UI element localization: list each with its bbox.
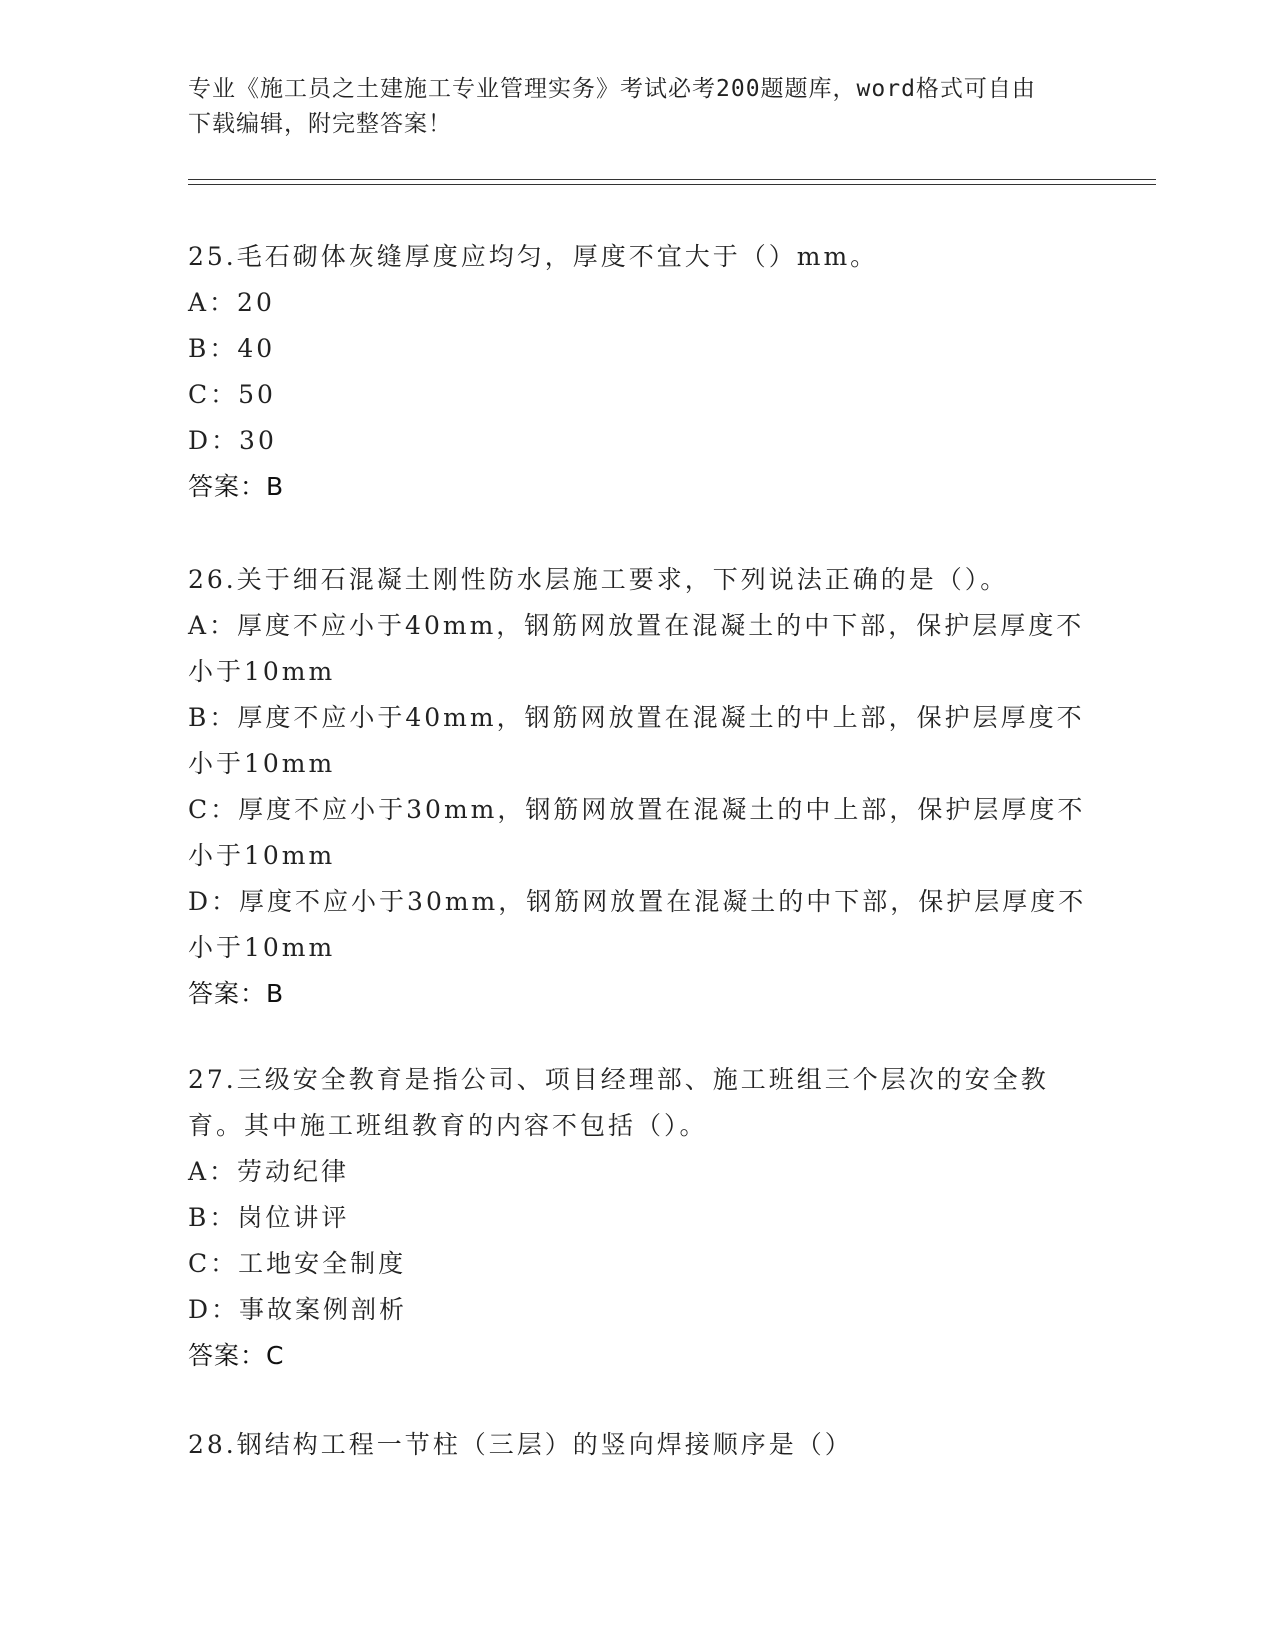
question-27 (188, 1057, 1088, 1379)
question-stem: 28.钢结构工程一节柱（三层）的竖向焊接顺序是（） (188, 1430, 853, 1459)
question-stem: 27.三级安全教育是指公司、项目经理部、施工班组三个层次的安全教育。其中施工班组教育的内容不包括（）。 (188, 1065, 1049, 1140)
option-d: D：事故案例剖析 (188, 1295, 408, 1324)
document-header (188, 72, 1068, 142)
question-stem: 26.关于细石混凝土刚性防水层施工要求，下列说法正确的是（）。 (188, 565, 1009, 594)
header-divider-top (188, 179, 1156, 180)
option-b: B：厚度不应小于40mm，钢筋网放置在混凝土的中上部，保护层厚度不小于10mm (188, 703, 1085, 778)
header-line-2: 下载编辑，附完整答案！ (188, 111, 452, 137)
option-a: A：厚度不应小于40mm，钢筋网放置在混凝土的中下部，保护层厚度不小于10mm (188, 611, 1085, 686)
option-d: D：厚度不应小于30mm，钢筋网放置在混凝土的中下部，保护层厚度不小于10mm (188, 887, 1087, 962)
option-c: C：50 (188, 380, 276, 409)
option-b: B：40 (188, 334, 276, 363)
question-28 (188, 1422, 1088, 1468)
header-line-1: 专业《施工员之土建施工专业管理实务》考试必考200题题库，word格式可自由 (188, 76, 1036, 102)
option-a: A：劳动纪律 (188, 1157, 350, 1186)
option-b: B：岗位讲评 (188, 1203, 350, 1232)
question-25 (188, 234, 1088, 510)
question-stem: 25.毛石砌体灰缝厚度应均匀，厚度不宜大于（）mm。 (188, 242, 879, 271)
option-d: D：30 (188, 426, 277, 455)
question-26 (188, 557, 1088, 1017)
answer-line: 答案：B (188, 472, 285, 501)
option-c: C：工地安全制度 (188, 1249, 407, 1278)
option-c: C：厚度不应小于30mm，钢筋网放置在混凝土的中上部，保护层厚度不小于10mm (188, 795, 1086, 870)
answer-line: 答案：B (188, 979, 285, 1008)
answer-line: 答案：C (188, 1341, 285, 1370)
header-divider-bottom (188, 184, 1156, 185)
option-a: A：20 (188, 288, 275, 317)
